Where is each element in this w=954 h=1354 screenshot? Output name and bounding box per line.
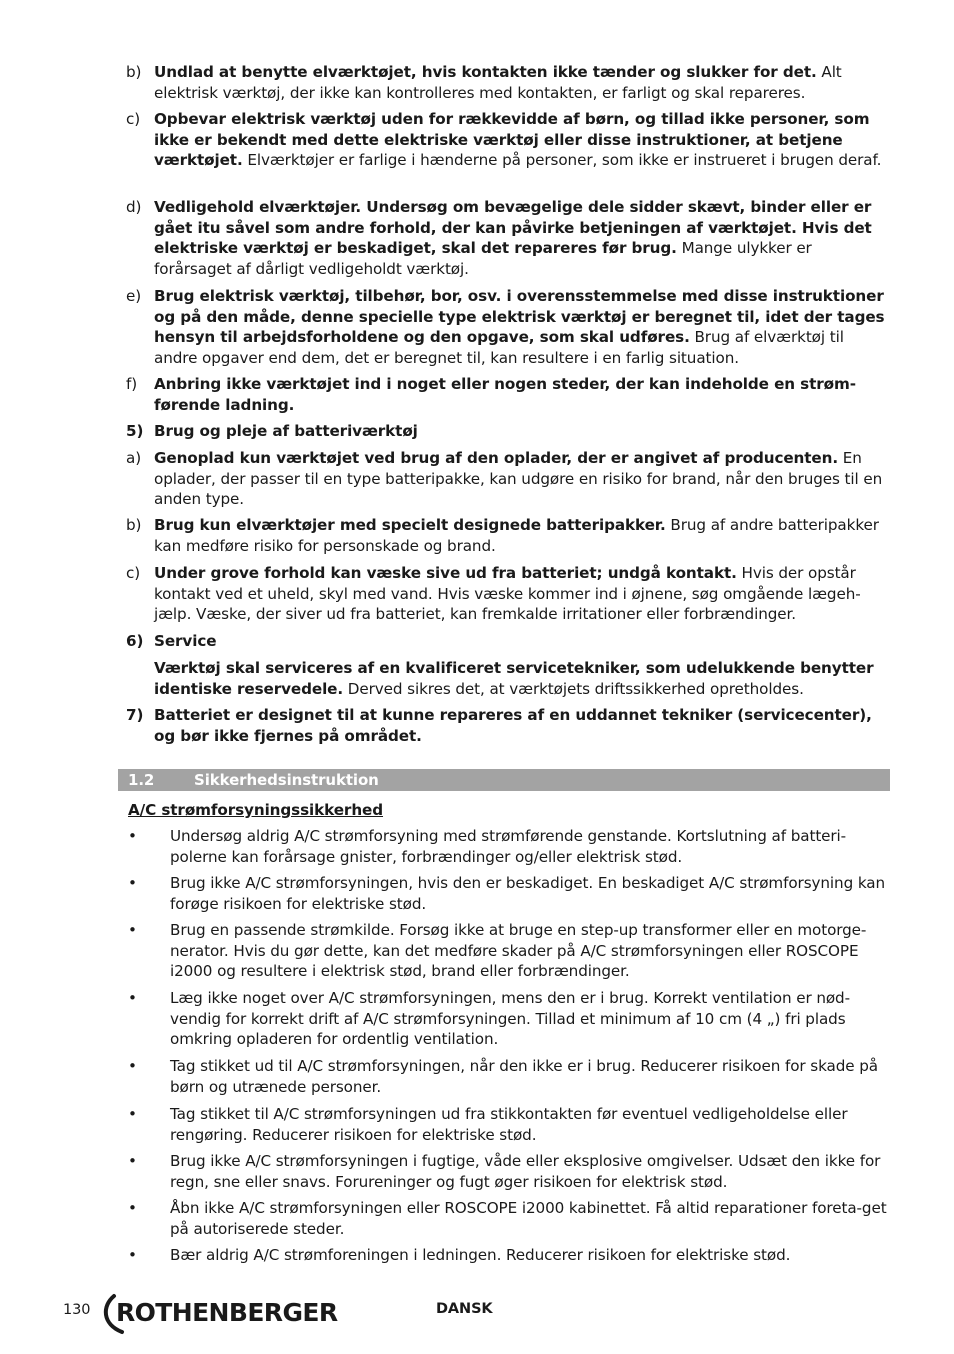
item-label: c) [126,110,141,128]
bullet-text: Tag stikket ud til A/C strømforsyningen, når den ikke er i brug. Reducerer risikoen for skade på børn og utrænede personer. [170,1057,878,1096]
bullet-text: Brug ikke A/C strømforsyningen i fugtige, våde eller eksplosive omgivelser. Udsæt den ikke for regn, sne eller snavs. Forureninger og fugt øger risikoen for elektrisk stød. [170,1152,881,1191]
item-label: f) [126,375,138,393]
bullet-icon: • [128,1199,137,1217]
bullet-text: Brug en passende strømkilde. Forsøg ikke at bruge en step-up transformer eller en motorge-nerator. Hvis du gør dette, kan det medføre skader på A/C strømforsyningen eller ROSCOPE i2000 og resultere i elektrisk stød, brand eller forbrændinger. [170,921,867,981]
item-text: Brug elektrisk værktøj, tilbehør, bor, osv. i overensstemmelse med disse instruktioner og på den måde, denne specielle type elektrisk værktøj er beregnet til, idet der tages hensyn til arbejdsforholdene og den opgave, som skal udføres. Brug af elværktøj til andre opgaver end dem, det er beregnet til, kan resultere i en farlig situation. [154,287,885,367]
bullet-icon: • [128,1105,137,1123]
bullet-text: Læg ikke noget over A/C strømforsyningen, mens den er i brug. Korrekt ventilation er nød-vendig for korrekt drift af A/C strømforsyningen. Tillad et minimum af 10 cm (4 „) fri plads omkring opladeren for ordentlig ventilation. [170,989,850,1049]
bullet-text: Bær aldrig A/C strømforeningen i ledningen. Reducerer risikoen for elektriske stød. [170,1246,791,1264]
item-text: Under grove forhold kan væske sive ud fra batteriet; undgå kontakt. Hvis der opstår kontakt ved et uheld, skyl med vand. Hvis væske kommer ind i øjnene, søg omgående lægeh-jælp. Væske, der siver ud fra batteriet, kan fremkalde irritationer eller forbrændinger. [154,564,861,624]
item-text: Service [154,632,217,650]
item-text: Batteriet er designet til at kunne repareres af en uddannet tekniker (servicecenter), og bør ikke fjernes på området. [154,706,872,745]
bullet-icon: • [128,989,137,1007]
item-text: Brug kun elværktøjer med specielt designede batteripakker. Brug af andre batteripakker kan medføre risiko for personskade og brand. [154,516,879,555]
item-text: Værktøj skal serviceres af en kvalificeret servicetekniker, som udelukkende benytter identiske reservedele. Derved sikres det, at værktøjets driftssikkerhed opretholdes. [154,659,874,698]
item-label: 6) [126,632,144,650]
item-label: c) [126,564,141,582]
item-text: Vedligehold elværktøjer. Undersøg om bevægelige dele sidder skævt, binder eller er gået itu såvel som andre forhold, der kan påvirke betjeningen af værktøjet. Hvis det elektriske værktøj er beskadiget, skal det repareres før brug. Mange ulykker er forårsaget af dårligt vedligeholdt værktøj. [154,198,872,278]
item-label: a) [126,449,142,467]
item-label: e) [126,287,142,305]
bullet-icon: • [128,1057,137,1075]
section-title: Sikkerhedsinstruktion [194,771,379,789]
section-number: 1.2 [128,771,155,789]
language-label: DANSK [436,1301,493,1317]
bullet-icon: • [128,1152,137,1170]
item-text: Undlad at benytte elværktøjet, hvis kontakten ikke tænder og slukker for det. Alt elektrisk værktøj, der ikke kan kontrolleres med kontakten, er farligt og skal repareres. [154,63,842,102]
item-label: b) [126,516,142,534]
item-label: d) [126,198,142,216]
subheading: A/C strømforsyningssikkerhed [128,801,384,819]
bullet-icon: • [128,827,137,845]
bullet-text: Undersøg aldrig A/C strømforsyning med strømførende genstande. Kortslutning af batteri-polerne kan forårsage gnister, forbrændinger og/eller elektrisk stød. [170,827,847,866]
rothenberger-logo [100,1290,350,1336]
item-label: b) [126,63,142,81]
bullet-text: Åbn ikke A/C strømforsyningen eller ROSCOPE i2000 kabinettet. Få altid reparationer foreta-get på autoriserede steder. [170,1199,887,1238]
bullet-icon: • [128,874,137,892]
bullet-icon: • [128,1246,137,1264]
item-text: Genoplad kun værktøjet ved brug af den oplader, der er angivet af producenten. En oplader, der passer til en type batteripakke, kan udgøre en risiko for brand, når den bruges til en anden type. [154,449,883,509]
item-text: Opbevar elektrisk værktøj uden for rækkevidde af børn, og tillad ikke personer, som ikke er bekendt med dette elektriske værktøj eller disse instruktioner, at betjene værktøjet. Elværktøjer er farlige i hænderne på personer, som ikke er instrueret i brugen deraf. [154,110,882,170]
svg-text:ROTHENBERGER: ROTHENBERGER [116,1298,338,1327]
item-label: 7) [126,706,144,724]
item-text: Brug og pleje af batteriværktøj [154,422,418,440]
bullet-text: Tag stikket til A/C strømforsyningen ud fra stikkontakten før eventuel vedligeholdelse eller rengøring. Reducerer risikoen for elektriske stød. [170,1105,848,1144]
page-number: 130 [63,1302,91,1318]
item-text: Anbring ikke værktøjet ind i noget eller nogen steder, der kan indeholde en strøm-førende ladning. [154,375,856,414]
bullet-text: Brug ikke A/C strømforsyningen, hvis den er beskadiget. En beskadiget A/C strømforsyning kan forøge risikoen for elektriske stød. [170,874,885,913]
bullet-icon: • [128,921,137,939]
section-header-bar [118,769,890,791]
item-label: 5) [126,422,144,440]
